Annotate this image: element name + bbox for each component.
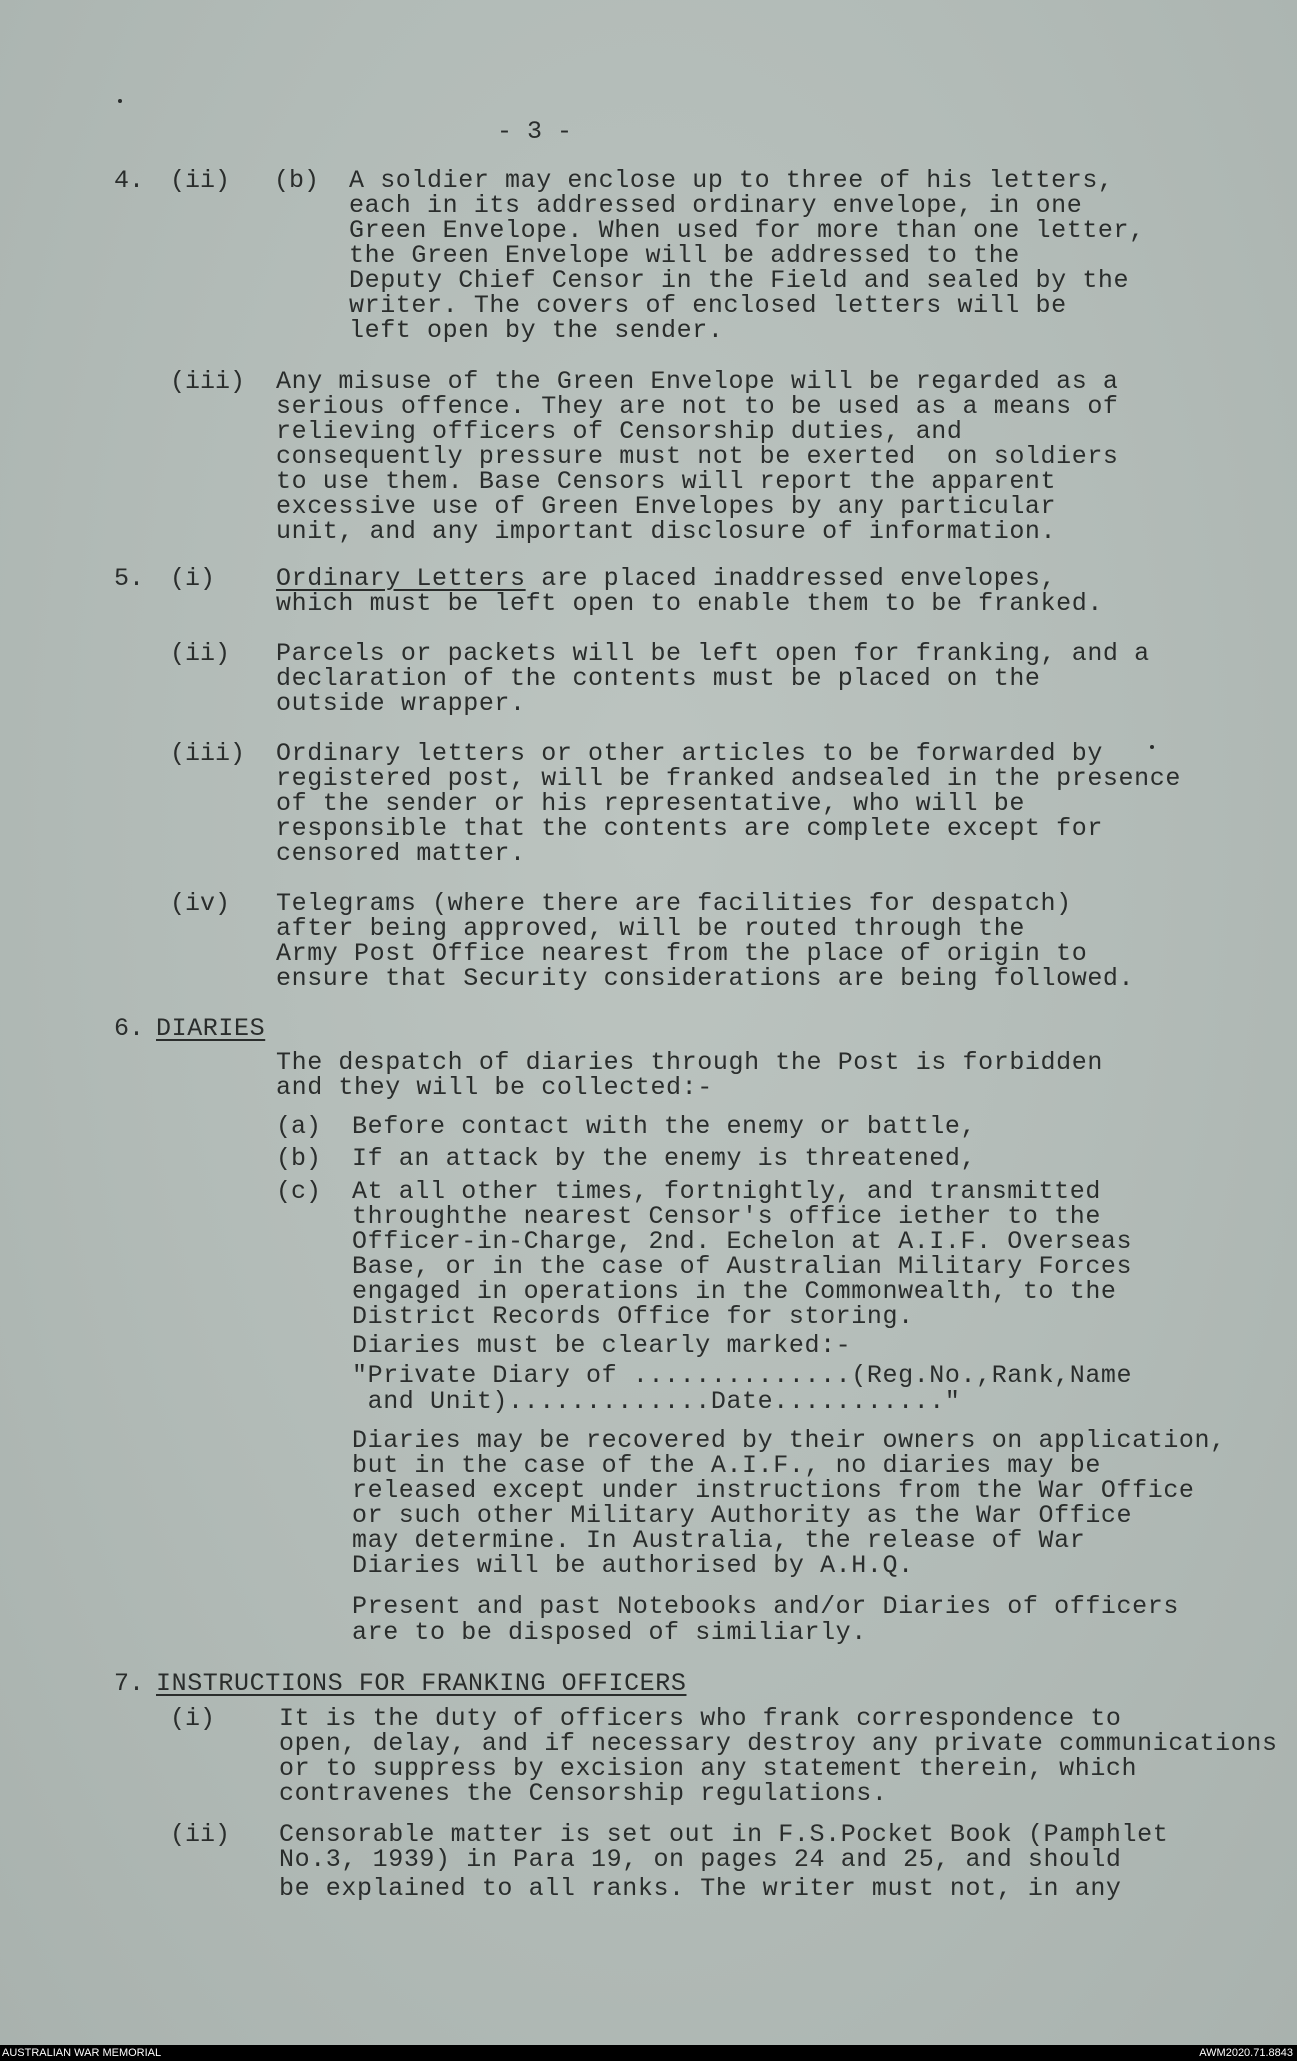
section-7i-line: or to suppress by excision any statement therein, which [279,1754,1138,1783]
section-5-sub-ii: (ii) [170,639,231,668]
section-6-recover-line: released except under instructions from the War Office [352,1476,1195,1505]
section-4b-line: A soldier may enclose up to three of his letters, [349,166,1114,195]
section-5i-line1-rest: are placed inaddressed envelopes, [525,564,1057,593]
section-6-intro-line: The despatch of diaries through the Post is forbidden [276,1048,1103,1077]
section-4iii-line: unit, and any important disclosure of information. [276,517,1057,546]
footer-accession-number: AWM2020.71.8843 [1199,2047,1293,2059]
section-7i-line: contravenes the Censorship regulations. [279,1779,888,1808]
section-5i-line: which must be left open to enable them to be franked. [276,589,1103,618]
section-6-notebook-line: are to be disposed of similiarly. [352,1618,867,1647]
section-7i-line: It is the duty of officers who frank correspondence to [279,1704,1122,1733]
section-4iii-line: relieving officers of Censorship duties, and [276,417,963,446]
section-5ii-line: outside wrapper. [276,689,526,718]
section-6-recover-line: Diaries may be recovered by their owners on application, [352,1426,1226,1455]
section-4b-line: writer. The covers of enclosed letters will be [349,291,1067,320]
footer-credit: AUSTRALIAN WAR MEMORIAL [2,2047,162,2059]
ordinary-letters-heading: Ordinary Letters [276,564,526,593]
section-5-number: 5. [114,564,145,593]
section-5iii-line: registered post, will be franked andsealed in the presence [276,764,1181,793]
section-6c-line: engaged in operations in the Commonwealth, to the [352,1277,1117,1306]
section-6c-line: District Records Office for storing. [352,1302,914,1331]
section-7-number: 7. [114,1669,145,1698]
section-5iv-line: ensure that Security considerations are being followed. [276,964,1135,993]
page-number: - 3 - [497,117,573,146]
section-4-sub-iii: (iii) [170,367,246,396]
section-5iii-line: censored matter. [276,839,526,868]
section-6-number: 6. [114,1014,145,1043]
section-6-notebook-line: Present and past Notebooks and/or Diaries of officers [352,1592,1179,1621]
section-6-sub-a: (a) [276,1112,322,1141]
section-7ii-line: Censorable matter is set out in F.S.Pocket Book (Pamphlet [279,1820,1169,1849]
section-4-number: 4. [114,166,145,195]
section-6-sub-c: (c) [276,1177,322,1206]
section-6-recover-line: may determine. In Australia, the release of War [352,1526,1086,1555]
section-5iii-line: of the sender or his representative, who will be [276,789,1025,818]
section-6-recover-line: but in the case of the A.I.F., no diaries may be [352,1451,1101,1480]
section-6-intro-line: and they will be collected:- [276,1073,713,1102]
diaries-heading: DIARIES [156,1014,266,1043]
section-6c-line: throughthe nearest Censor's office iether to the [352,1202,1101,1231]
section-6-recover-line: Diaries will be authorised by A.H.Q. [352,1551,914,1580]
section-4b-line: Deputy Chief Censor in the Field and sealed by the [349,266,1130,295]
section-5iii-line: responsible that the contents are complete except for [276,814,1103,843]
section-6b-line: If an attack by the enemy is threatened, [352,1144,977,1173]
section-4b-line: left open by the sender. [349,316,724,345]
section-6c-line: At all other times, fortnightly, and transmitted [352,1177,1101,1206]
section-6c-line: Diaries must be clearly marked:- [352,1331,852,1360]
section-5ii-line: declaration of the contents must be placed on the [276,664,1041,693]
section-7i-line: open, delay, and if necessary destroy any private communications [279,1729,1278,1758]
section-6-recover-line: or such other Military Authority as the War Office [352,1501,1133,1530]
footer-bar [0,2045,1297,2061]
section-5iii-line: Ordinary letters or other articles to be forwarded by [276,739,1103,768]
section-4b-line: the Green Envelope will be addressed to the [349,241,1020,270]
section-7-sub-i: (i) [170,1704,216,1733]
section-4iii-line: serious offence. They are not to be used as a means of [276,392,1119,421]
section-4b-line: each in its addressed ordinary envelope, in one [349,191,1083,220]
section-4iii-line: to use them. Base Censors will report the apparent [276,467,1057,496]
section-6c-line: Base, or in the case of Australian Military Forces [352,1252,1133,1281]
section-6c-line: and Unit).............Date..........." [352,1387,961,1416]
section-5iv-line: Army Post Office nearest from the place of origin to [276,939,1088,968]
section-6c-line: Officer-in-Charge, 2nd. Echelon at A.I.F. Overseas [352,1227,1133,1256]
section-5ii-line: Parcels or packets will be left open for franking, and a [276,639,1150,668]
franking-officers-heading: INSTRUCTIONS FOR FRANKING OFFICERS [156,1669,687,1698]
section-4iii-line: Any misuse of the Green Envelope will be regarded as a [276,367,1119,396]
section-5i-line [276,566,1056,591]
section-6c-line: "Private Diary of ..............(Reg.No.,Rank,Name [352,1361,1133,1390]
ink-speck [118,99,122,103]
section-5-sub-iv: (iv) [170,889,231,918]
section-7ii-line: be explained to all ranks. The writer must not, in any [279,1874,1122,1903]
section-4iii-line: excessive use of Green Envelopes by any particular [276,492,1057,521]
section-5iv-line: after being approved, will be routed through the [276,914,1025,943]
section-7ii-line: No.3, 1939) in Para 19, on pages 24 and 25, and should [279,1845,1122,1874]
ink-speck [1150,745,1154,749]
section-6a-line: Before contact with the enemy or battle, [352,1112,977,1141]
section-5-sub-iii: (iii) [170,739,246,768]
section-5iv-line: Telegrams (where there are facilities for despatch) [276,889,1072,918]
section-4-sub-b: (b) [274,166,320,195]
section-4-sub-ii: (ii) [170,166,231,195]
section-5-sub-i: (i) [170,564,216,593]
section-4b-line: Green Envelope. When used for more than one letter, [349,216,1145,245]
section-7-sub-ii: (ii) [170,1820,231,1849]
section-6-sub-b: (b) [276,1144,322,1173]
section-4iii-line: consequently pressure must not be exerted on soldiers [276,442,1119,471]
